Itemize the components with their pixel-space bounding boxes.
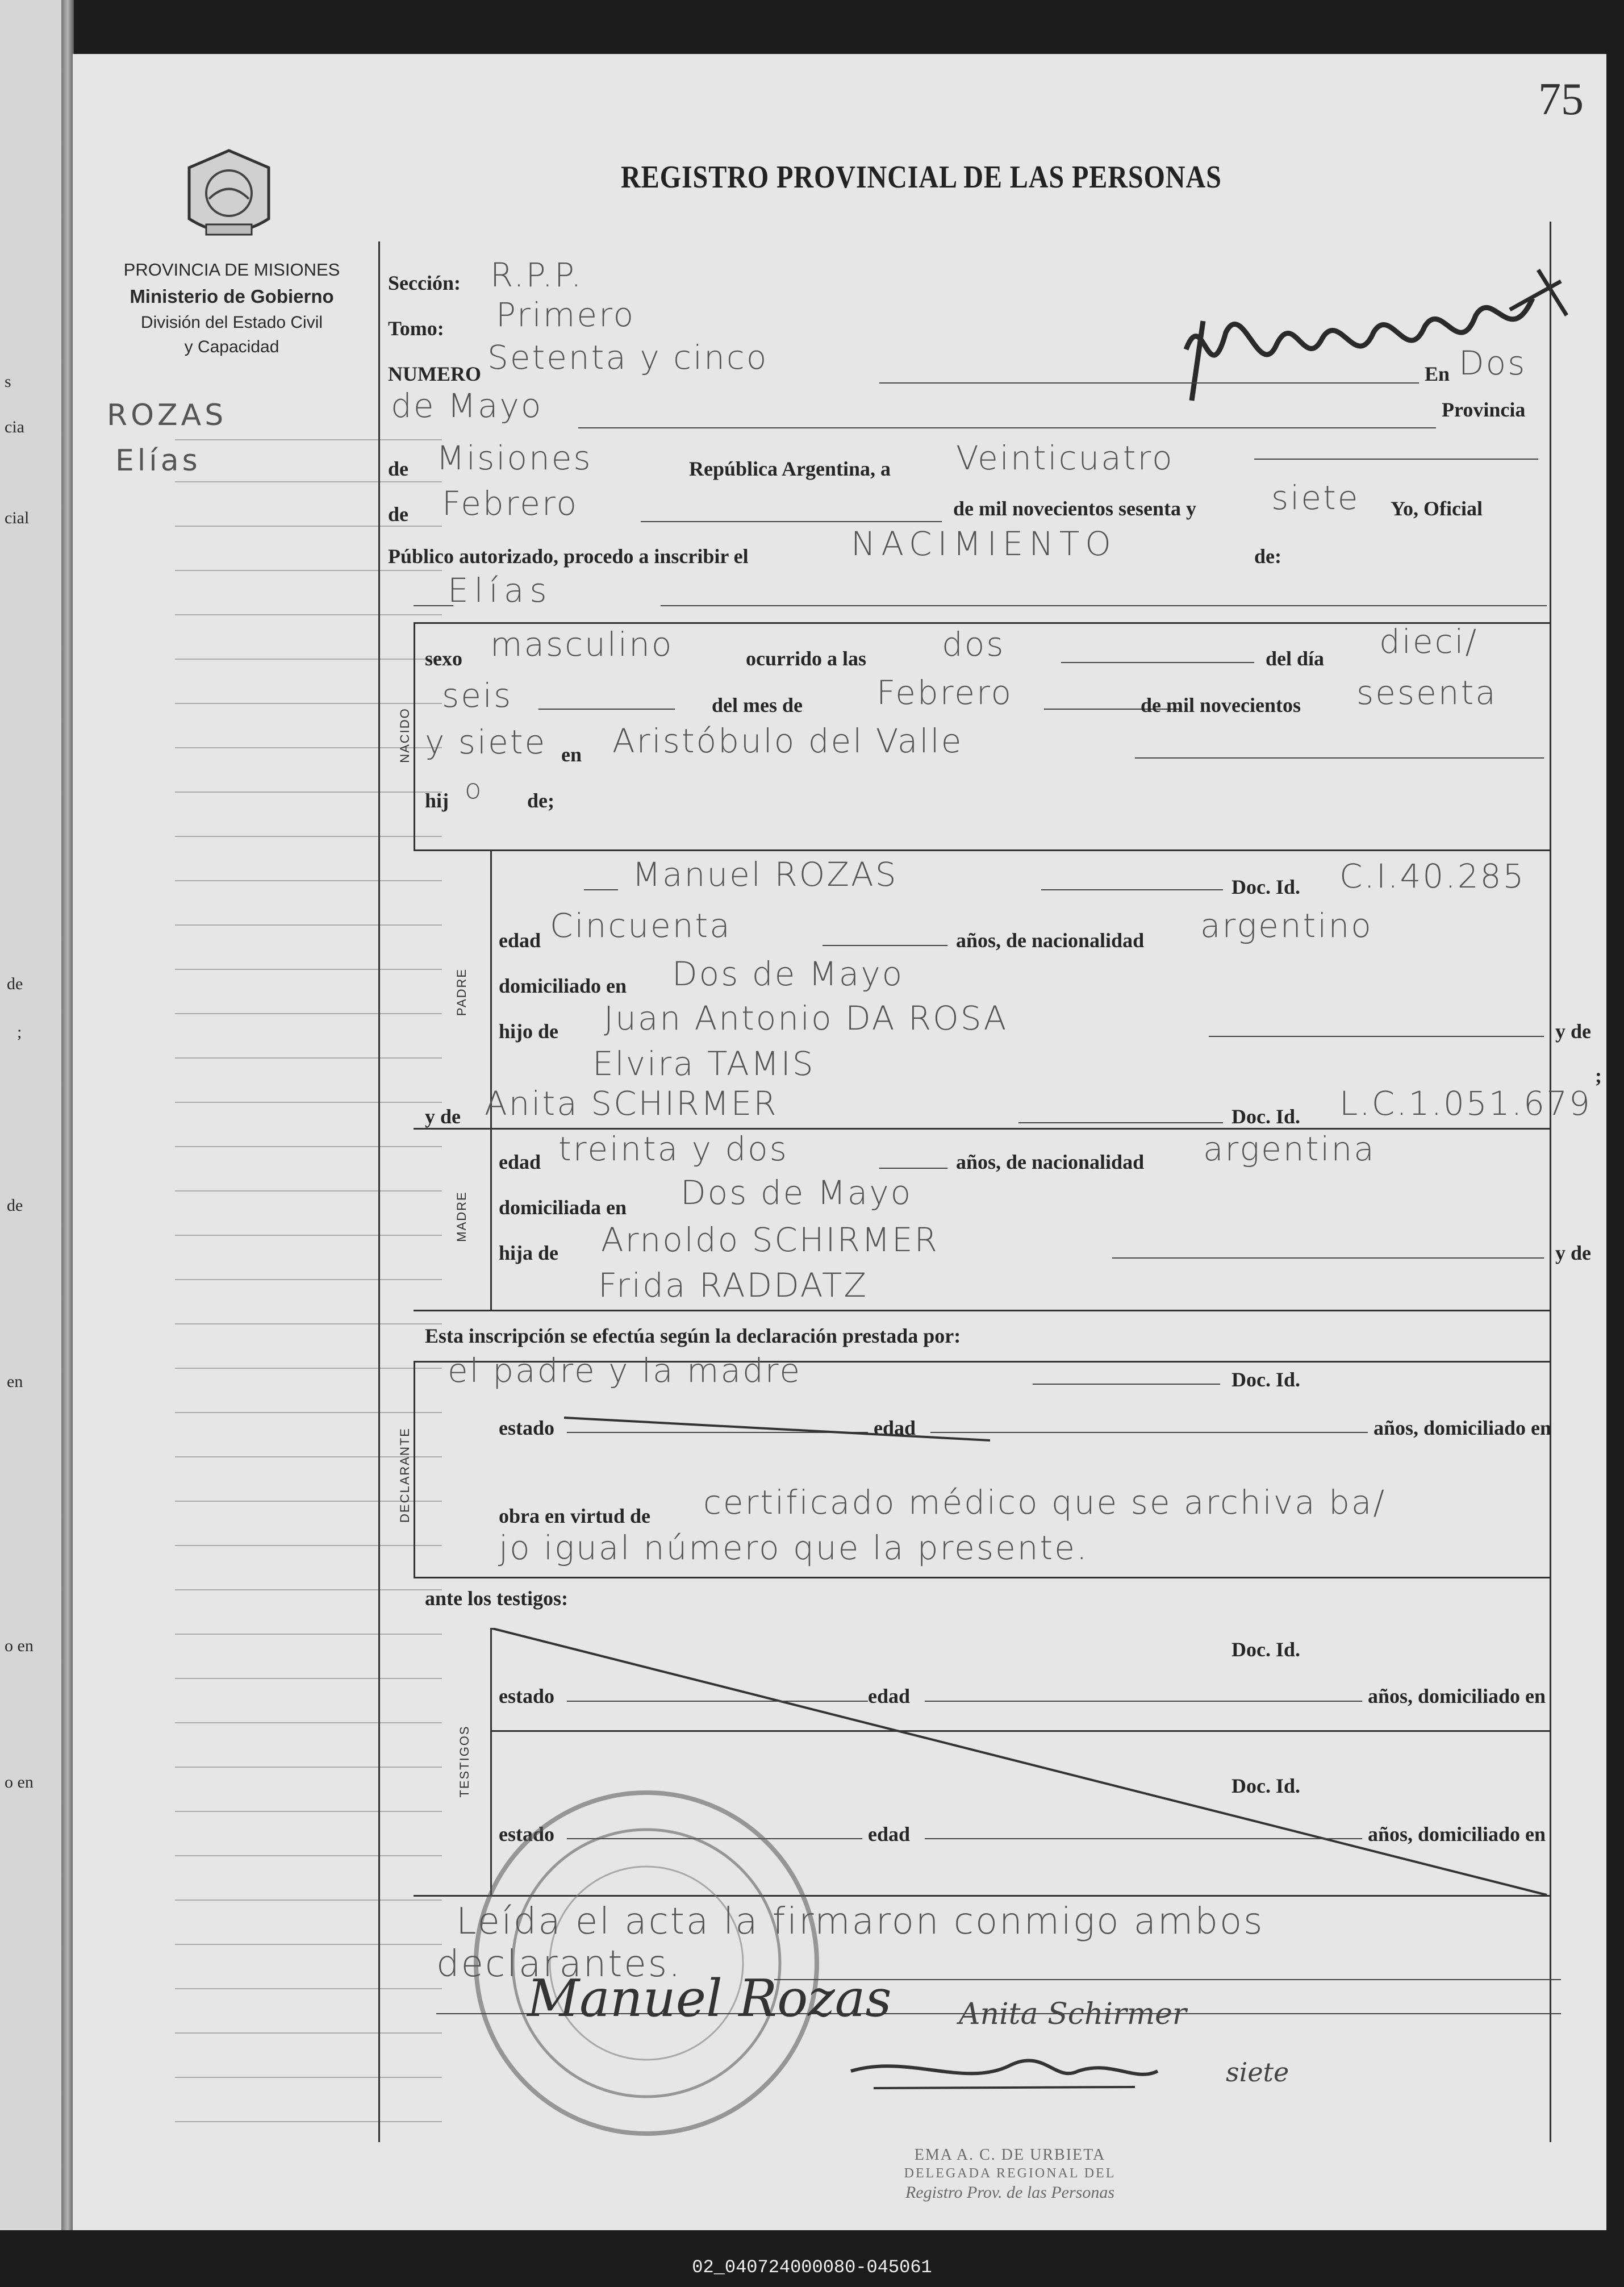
signature-padre: Manuel Rozas <box>527 1969 892 2028</box>
org-line: Ministerio de Gobierno <box>130 285 334 307</box>
edad-label: edad <box>499 1151 541 1173</box>
fill-line <box>641 521 942 522</box>
fill-line <box>1254 459 1538 460</box>
crossed-out-mark <box>564 1412 990 1446</box>
fill-line <box>1112 1257 1544 1259</box>
declarante-value: el padre y la madre <box>448 1351 802 1390</box>
hijo-label: hij <box>425 789 449 812</box>
margin-ruled-line <box>175 1057 442 1059</box>
closing-line: declarantes. <box>436 1943 682 1985</box>
page-title: REGISTRO PROVINCIAL DE LAS PERSONAS <box>621 160 1222 195</box>
edad-label: edad <box>868 1685 911 1707</box>
de-label: de; <box>527 789 554 812</box>
nacionalidad-label: años, de nacionalidad <box>956 929 1145 952</box>
nacido-side-label: NACIDO <box>398 707 412 763</box>
fill-line <box>925 1838 1362 1839</box>
prev-page-fragment: cia <box>5 418 24 436</box>
fill-line <box>1061 662 1254 663</box>
fill-line <box>930 1432 1368 1433</box>
margin-ruled-line <box>175 1368 442 1369</box>
margin-ruled-line <box>175 1899 442 1901</box>
processed-handwritten-mark <box>1169 247 1578 421</box>
abuela-materna-value: Frida RADDATZ <box>598 1266 869 1305</box>
oficial-label: Yo, Oficial <box>1391 497 1483 520</box>
y-de-label: y de <box>1555 1020 1591 1043</box>
margin-ruled-line <box>175 570 442 571</box>
prev-page-fragment: ; <box>17 1023 22 1042</box>
footer-stamp-line: EMA A. C. DE URBIETA <box>914 2146 1106 2164</box>
margin-given-name: Elías <box>115 444 201 478</box>
hijo-suffix: o <box>465 773 483 805</box>
margin-ruled-line <box>175 1811 442 1812</box>
testigos-side-label: TESTIGOS <box>457 1725 471 1798</box>
fill-line <box>538 709 675 710</box>
madre-edad-value: treinta y dos <box>558 1130 788 1168</box>
day-value: Veinticuatro <box>956 439 1174 477</box>
nombre-value: Elías <box>448 571 553 610</box>
en-label: En <box>1425 363 1450 385</box>
declaracion-intro: Esta inscripción se efectúa según la declaración prestada por: <box>425 1324 961 1347</box>
org-line: PROVINCIA DE MISIONES <box>123 260 340 280</box>
margin-ruled-line <box>175 1634 442 1635</box>
madre-name-value: Anita SCHIRMER <box>485 1084 778 1123</box>
margin-ruled-line <box>175 2077 442 2078</box>
book-gutter <box>61 0 74 2230</box>
prev-page-fragment: en <box>7 1372 23 1391</box>
republica-label: República Argentina, a <box>689 457 891 480</box>
fill-line <box>661 605 1547 606</box>
section-rule-declarante <box>414 1310 1550 1311</box>
margin-ruled-line <box>175 1323 442 1324</box>
footer-stamp-line: DELEGADA REGIONAL DEL <box>904 2166 1116 2181</box>
estado-label: estado <box>499 1685 554 1707</box>
anio-value: sesenta <box>1356 673 1497 712</box>
acto-value: NACIMIENTO <box>851 524 1117 563</box>
margin-ruled-line <box>175 1678 442 1679</box>
sexo-value: masculino <box>490 625 674 664</box>
fill-line <box>774 1979 1561 1980</box>
margin-ruled-line <box>175 2121 442 2122</box>
tomo-label: Tomo: <box>388 317 444 340</box>
nacionalidad-label: años, de nacionalidad <box>956 1151 1145 1173</box>
sexo-label: sexo <box>425 647 462 670</box>
abuelo-paterno-value: Juan Antonio DA ROSA <box>604 999 1008 1038</box>
section-rule-testigos <box>414 1577 1550 1578</box>
madre-side-label: MADRE <box>454 1191 469 1242</box>
nacido-border <box>414 622 415 849</box>
abuelo-materno-value: Arnoldo SCHIRMER <box>601 1220 939 1259</box>
doc-id-label: Doc. Id. <box>1231 876 1301 898</box>
month-value: Febrero <box>442 484 579 523</box>
obra-value-cont: jo igual número que la presente. <box>499 1528 1089 1567</box>
seccion-label: Sección: <box>388 272 461 294</box>
prev-page-fragment: o en <box>5 1773 34 1792</box>
doc-id-label: Doc. Id. <box>1231 1105 1301 1128</box>
prev-page-fragment: s <box>5 372 11 391</box>
fill-line <box>567 1701 868 1702</box>
margin-ruled-line <box>175 1855 442 1856</box>
dia-value-cont: seis <box>442 676 513 715</box>
ocurrido-label: ocurrido a las <box>746 647 866 670</box>
fill-line <box>1041 889 1223 890</box>
org-line: División del Estado Civil <box>140 313 323 332</box>
en-value: Dos <box>1459 344 1527 382</box>
margin-ruled-line <box>175 1767 442 1768</box>
margin-ruled-line <box>175 1988 442 1989</box>
hijo-de-label: hijo de <box>499 1020 559 1043</box>
provincial-crest-icon <box>178 145 280 250</box>
hora-value: dos <box>942 625 1005 664</box>
fill-line <box>925 1701 1362 1702</box>
margin-ruled-line <box>175 659 442 660</box>
obra-label: obra en virtud de <box>499 1505 651 1527</box>
fill-line <box>414 605 453 606</box>
margin-ruled-line <box>175 1235 442 1236</box>
padre-edad-value: Cincuenta <box>550 906 732 945</box>
madre-dom-value: Dos de Mayo <box>681 1173 913 1212</box>
prev-page-fragment: de <box>7 1196 23 1215</box>
margin-ruled-line <box>175 1146 442 1147</box>
signature-madre: Anita Schirmer <box>959 1997 1187 2031</box>
signature-official-text: siete <box>1226 2057 1289 2088</box>
year-label: de mil novecientos sesenta y <box>953 497 1196 520</box>
estado-label: estado <box>499 1823 554 1846</box>
page-number: 75 <box>1538 74 1584 124</box>
mes-label: del mes de <box>712 694 803 716</box>
edad-label: edad <box>874 1417 916 1439</box>
de-label: de <box>388 503 408 526</box>
de-label: de: <box>1254 545 1281 568</box>
fill-line <box>823 945 947 946</box>
padre-nac-value: argentino <box>1200 906 1373 945</box>
padre-side-label: PADRE <box>454 968 469 1017</box>
main-left-border <box>378 241 380 2142</box>
doc-id-label: Doc. Id. <box>1231 1368 1301 1391</box>
margin-ruled-line <box>175 439 442 440</box>
declarante-border <box>414 1361 415 1577</box>
padre-doc-value: C.I.40.285 <box>1339 857 1526 895</box>
margin-ruled-line <box>175 526 442 527</box>
abuela-paterna-value: Elvira TAMIS <box>592 1044 815 1083</box>
domicilio-label: domiciliada en <box>499 1196 627 1219</box>
doc-id-label: Doc. Id. <box>1231 1638 1301 1661</box>
margin-ruled-line <box>175 880 442 881</box>
mes-value: Febrero <box>876 673 1013 712</box>
margin-ruled-line <box>175 836 442 837</box>
declarante-side-label: DECLARANTE <box>398 1427 412 1523</box>
margin-ruled-line <box>175 481 442 482</box>
section-rule <box>490 1730 1550 1732</box>
y-de-label: y de <box>425 1105 461 1128</box>
domicilio-label: domiciliado en <box>499 974 627 997</box>
semicolon: ; <box>1595 1064 1602 1087</box>
fill-line <box>879 1168 947 1169</box>
en-label: en <box>561 743 582 766</box>
lugar-value: Aristóbulo del Valle <box>612 722 963 760</box>
fill-line <box>584 889 618 890</box>
madre-border <box>490 1128 492 1310</box>
edad-label: edad <box>499 929 541 952</box>
fill-line <box>578 427 1436 428</box>
prev-page-fragment: cial <box>5 509 30 527</box>
anio-value-cont: y siete <box>425 723 547 761</box>
padre-name-value: Manuel ROZAS <box>632 855 898 894</box>
margin-surname: ROZAS <box>107 398 227 432</box>
provincia-value: Misiones <box>436 439 592 477</box>
margin-ruled-line <box>175 614 442 615</box>
domiciliado-label: años, domiciliado en <box>1373 1417 1552 1439</box>
margin-ruled-line <box>175 1190 442 1192</box>
fill-line <box>879 382 1419 384</box>
madre-doc-value: L.C.1.051.679 <box>1339 1084 1592 1123</box>
obra-value: certificado médico que se archiva ba/ <box>703 1483 1387 1522</box>
publico-label: Público autorizado, procedo a inscribir el <box>388 545 749 568</box>
madre-nac-value: argentina <box>1203 1130 1376 1168</box>
fill-line <box>1209 1036 1544 1037</box>
dia-value: dieci/ <box>1379 622 1479 661</box>
doc-id-label: Doc. Id. <box>1231 1774 1301 1797</box>
de-label: de <box>388 457 408 480</box>
closing-line: Leída el acta la firmaron conmigo ambos <box>456 1901 1264 1943</box>
provincia-label: Provincia <box>1442 398 1526 421</box>
fill-line <box>1033 1384 1220 1385</box>
fill-line <box>1018 1122 1223 1123</box>
domiciliado-label: años, domiciliado en <box>1368 1823 1546 1846</box>
margin-ruled-line <box>175 1102 442 1103</box>
place-value: de Mayo <box>391 386 543 425</box>
numero-value: Setenta y cinco <box>487 338 769 377</box>
margin-ruled-line <box>175 2032 442 2034</box>
margin-ruled-line <box>175 924 442 926</box>
y-de-label: y de <box>1555 1242 1591 1264</box>
prev-page-fragment: o en <box>5 1636 34 1655</box>
footer-stamp-line: Registro Prov. de las Personas <box>905 2183 1114 2202</box>
anio-label: de mil novecientos <box>1141 694 1301 716</box>
section-rule-padre <box>414 849 1550 851</box>
domiciliado-label: años, domiciliado en <box>1368 1685 1546 1707</box>
margin-ruled-line <box>175 1944 442 1945</box>
register-page <box>73 54 1606 2230</box>
edad-label: edad <box>868 1823 911 1846</box>
fill-line <box>1135 757 1544 759</box>
hija-de-label: hija de <box>499 1242 559 1264</box>
margin-ruled-line <box>175 1722 442 1723</box>
signature-official <box>840 2031 1237 2099</box>
year-value: siete <box>1271 478 1360 517</box>
estado-label: estado <box>499 1417 554 1439</box>
org-line: y Capacidad <box>184 338 279 357</box>
margin-ruled-line <box>175 1279 442 1280</box>
image-caption: 02_040724000080-045061 <box>692 2257 932 2278</box>
margin-ruled-line <box>175 1013 442 1014</box>
margin-ruled-line <box>175 969 442 970</box>
seccion-value: R.P.P. <box>490 256 583 294</box>
dia-label: del día <box>1266 647 1325 670</box>
tomo-value: Primero <box>496 295 636 334</box>
testigos-intro: ante los testigos: <box>425 1587 568 1610</box>
margin-ruled-line <box>175 1589 442 1590</box>
numero-label: NUMERO <box>388 363 481 385</box>
padre-dom-value: Dos de Mayo <box>672 955 904 993</box>
prev-page-fragment: de <box>7 974 23 993</box>
